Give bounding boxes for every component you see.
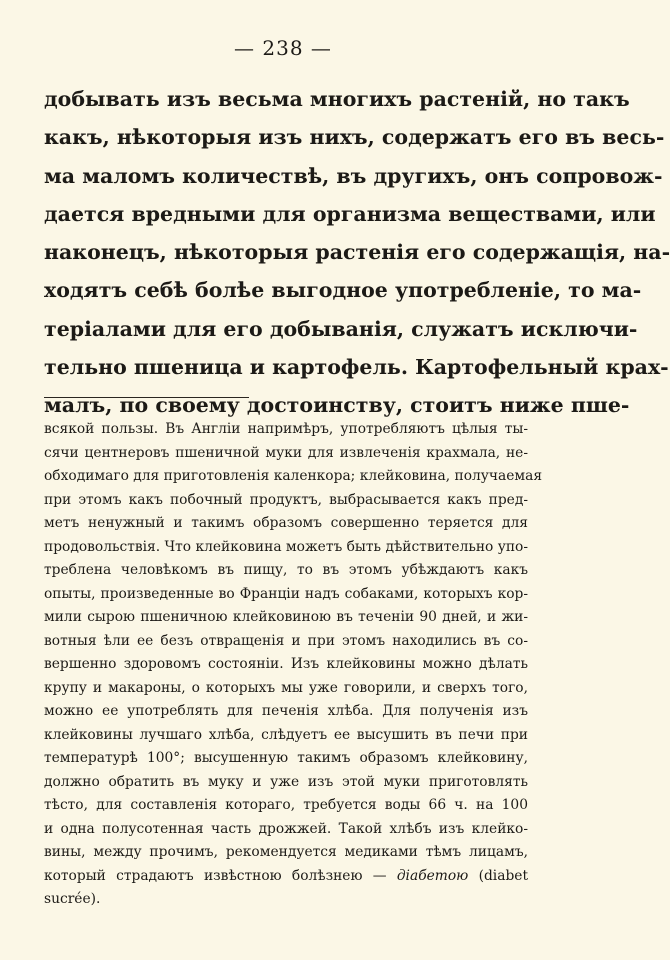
text-line: какъ, нѣкоторыя изъ нихъ, содержатъ его въ весь- (44, 125, 665, 150)
footnote-line: крупу и макароны, о которыхъ мы уже говорили, и сверхъ того, (44, 679, 528, 696)
footnote-line: сячи центнеровъ пшеничной муки для извлеченія крахмала, не- (44, 444, 528, 461)
footnote-separator (44, 397, 249, 398)
footnote-italic-term: діабетою (396, 867, 469, 884)
main-text (44, 80, 670, 425)
footnote-text: который страдаютъ извѣстною болѣзнею — (44, 867, 387, 884)
footnote-line: всякой пользы. Въ Англіи напримѣръ, употребляютъ цѣлыя ты- (44, 421, 528, 437)
footnote-line: можно ее употреблять для печенія хлѣба. Для полученія изъ (44, 703, 528, 719)
footnote (44, 418, 543, 912)
footnote-line: треблена человѣкомъ въ пищу, то въ этомъ убѣждаютъ какъ (44, 562, 528, 578)
footnote-line: опыты, произведенные во Франціи надъ собаками, которыхъ кор- (44, 585, 528, 602)
footnote-text: (diabet (478, 867, 528, 884)
text-line: тельно пшеница и картофель. Картофельный крах- (44, 355, 669, 380)
footnote-line: sucrée). (44, 891, 101, 907)
footnote-line: тѣсто, для составленія котораго, требуется воды 66 ч. на 100 (44, 797, 528, 813)
footnote-line: метъ ненужный и такимъ образомъ совершенно теряется для (44, 515, 528, 531)
footnote-line: клейковины лучшаго хлѣба, слѣдуетъ ее высушить въ печи при (44, 726, 528, 743)
footnote-line: температурѣ 100°; высушенную такимъ образомъ клейковину, (44, 750, 528, 766)
footnote-line: вершенно здоровомъ состояніи. Изъ клейковины можно дѣлать (44, 656, 528, 672)
footnote-line: вотныя ѣли ее безъ отвращенія и при этомъ находились въ со- (44, 632, 528, 649)
text-line: наконецъ, нѣкоторыя растенія его содержащія, на- (44, 240, 670, 265)
page-number: — 238 — (234, 36, 332, 60)
text-line: ходятъ себѣ болѣе выгодное употребленіе, то ма- (44, 278, 642, 303)
footnote-line: и одна полусотенная часть дрожжей. Такой хлѣбъ изъ клейко- (44, 820, 528, 837)
footnote-line: продовольствія. Что клейковина можетъ быть дѣйствительно упо- (44, 538, 529, 555)
text-line: теріалами для его добыванія, служатъ исключи- (44, 316, 638, 341)
text-line: дается вредными для организма веществами, или (44, 201, 656, 226)
text-line: добывать изъ весьма многихъ растеній, но такъ (44, 87, 630, 111)
footnote-line: обходимаго для приготовленія каленкора; клейковина, получаемая (44, 468, 543, 484)
footnote-line (44, 865, 528, 889)
footnote-line: должно обратить въ муку и уже изъ этой муки приготовлять (44, 773, 528, 790)
text-line: ма маломъ количествѣ, въ другихъ, онъ сопровож- (44, 163, 663, 188)
footnote-line: вины, между прочимъ, рекомендуется медиками тѣмъ лицамъ, (44, 844, 528, 860)
footnote-line: мили сырою пшеничною клейковиною въ теченіи 90 дней, и жи- (44, 609, 528, 625)
text-line: малъ, по своему достоинству, стоитъ ниже пше- (44, 393, 630, 418)
footnote-line: при этомъ какъ побочный продуктъ, выбрасывается какъ пред- (44, 491, 528, 508)
